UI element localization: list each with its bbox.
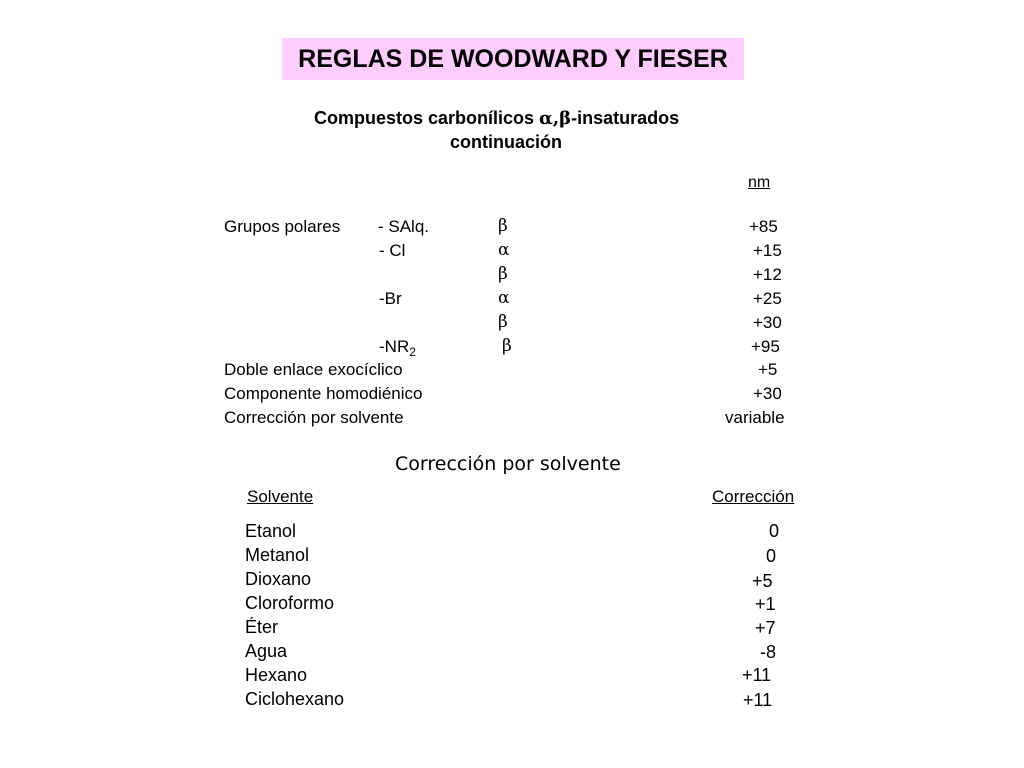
increment-label: Corrección por solvente (224, 408, 404, 427)
polar-groups-label: Grupos polares (224, 217, 341, 236)
solvent-correction: -8 (760, 642, 777, 662)
polar-value: +15 (753, 241, 782, 260)
page-title: REGLAS DE WOODWARD Y FIESER (282, 38, 744, 80)
polar-value: +30 (753, 313, 782, 332)
unit-header: nm (748, 174, 771, 191)
solvent-name: Etanol (245, 521, 297, 541)
correction-column-header: Corrección (712, 487, 795, 506)
solvent-correction: +5 (752, 571, 773, 591)
polar-group-label: -Br (379, 289, 402, 308)
solvent-name: Ciclohexano (245, 689, 345, 709)
subtitle-greek: α,β (539, 108, 572, 129)
subtitle-prefix: Compuestos carbonílicos (314, 108, 540, 128)
solvent-correction: 0 (766, 546, 777, 566)
solvent-correction: +1 (755, 594, 776, 614)
polar-position-symbol: β (498, 312, 508, 332)
increment-value: variable (725, 408, 785, 427)
polar-group-label: - SAlq. (378, 217, 430, 236)
polar-value: +85 (749, 217, 778, 236)
solvent-name: Hexano (245, 665, 308, 685)
solvent-correction: +11 (742, 665, 772, 685)
polar-position-symbol: β (498, 216, 508, 236)
solvent-name: Dioxano (245, 569, 312, 589)
polar-value: +95 (751, 337, 780, 356)
solvent-name: Cloroformo (245, 593, 335, 613)
solvent-correction: +11 (743, 690, 773, 710)
polar-position-symbol: β (502, 336, 512, 356)
solvent-name: Metanol (245, 545, 310, 565)
polar-position-symbol: α (498, 288, 510, 308)
subtitle-line2: continuación (450, 132, 562, 152)
increment-value: +5 (758, 360, 778, 379)
polar-group-label: - Cl (379, 241, 406, 260)
subtitle-line1 (314, 108, 679, 129)
increment-label: Componente homodiénico (224, 384, 423, 403)
polar-position-symbol: α (498, 240, 510, 260)
solvent-name: Agua (245, 641, 288, 661)
solvent-correction: 0 (769, 521, 780, 541)
polar-value: +25 (753, 289, 782, 308)
increment-value: +30 (753, 384, 782, 403)
subtitle-suffix: -insaturados (571, 108, 680, 128)
polar-value: +12 (753, 265, 782, 284)
solvent-correction: +7 (755, 618, 776, 638)
increment-label: Doble enlace exocíclico (224, 360, 403, 379)
solvent-section-title: Corrección por solvente (395, 453, 621, 475)
solvent-name: Éter (245, 617, 279, 637)
polar-position-symbol: β (498, 264, 508, 284)
solvent-column-header: Solvente (247, 487, 314, 506)
polar-group-label: $-NR_2$ (379, 337, 416, 359)
